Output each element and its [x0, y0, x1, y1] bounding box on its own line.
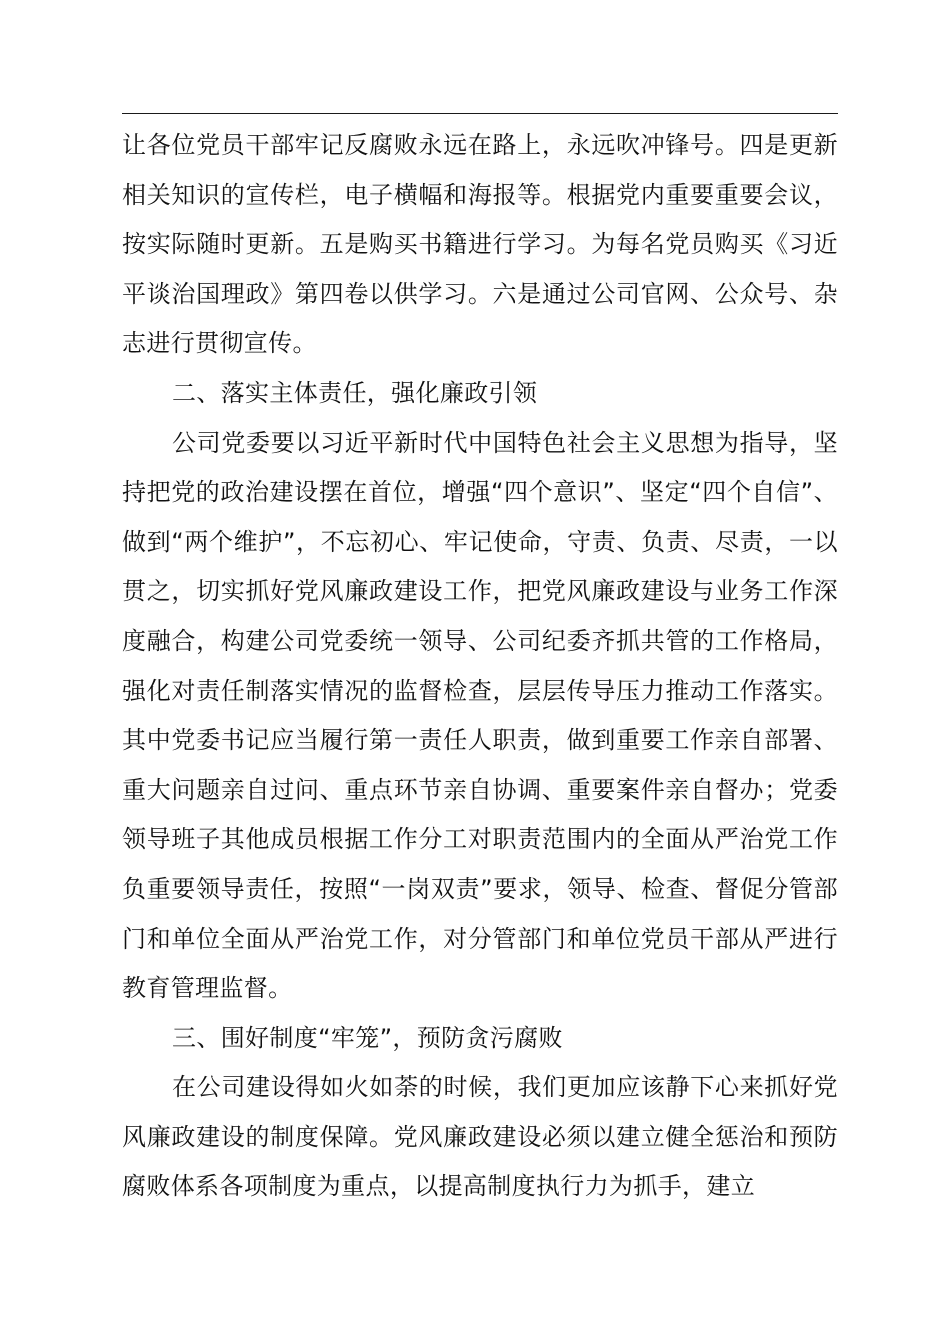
section-heading-two: 二、落实主体责任，强化廉政引领 — [172, 378, 538, 407]
document-body — [122, 121, 838, 1212]
header-rule — [122, 113, 838, 114]
section-heading-three: 三、围好制度“牢笼”，预防贪污腐败 — [172, 1023, 563, 1052]
paragraph-continuation: 让各位党员干部牢记反腐败永远在路上，永远吹冲锋号。四是更新相关知识的宣传栏，电子横幅和海报等。根据党内重要重要会议，按实际随时更新。五是购买书籍进行学习。为每名党员购买《习近平谈治国理政》第四卷以供学习。六是通过公司官网、公众号、杂志进行贯彻宣传。 — [122, 131, 838, 358]
paragraph-main-responsibility: 公司党委要以习近平新时代中国特色社会主义思想为指导，坚持把党的政治建设摆在首位，增强“四个意识”、坚定“四个自信”、做到“两个维护”，不忘初心、牢记使命，守责、负责、尽责，一以贯之，切实抓好党风廉政建设工作，把党风廉政建设与业务工作深度融合，构建公司党委统一领导、公司纪委齐抓共管的工作格局，强化对责任制落实情况的监督检查，层层传导压力推动工作落实。其中党委书记应当履行第一责任人职责，做到重要工作亲自部署、重大问题亲自过问、重点环节亲自协调、重要案件亲自督办；党委领导班子其他成员根据工作分工对职责范围内的全面从严治党工作负重要领导责任，按照“一岗双责”要求，领导、检查、督促分管部门和单位全面从严治党工作，对分管部门和单位党员干部从严进行教育管理监督。 — [122, 428, 838, 1003]
paragraph-system-guarantee: 在公司建设得如火如荼的时候，我们更加应该静下心来抓好党风廉政建设的制度保障。党风廉政建设必须以建立健全惩治和预防腐败体系各项制度为重点，以提高制度执行力为抓手，建立 — [122, 1073, 838, 1201]
